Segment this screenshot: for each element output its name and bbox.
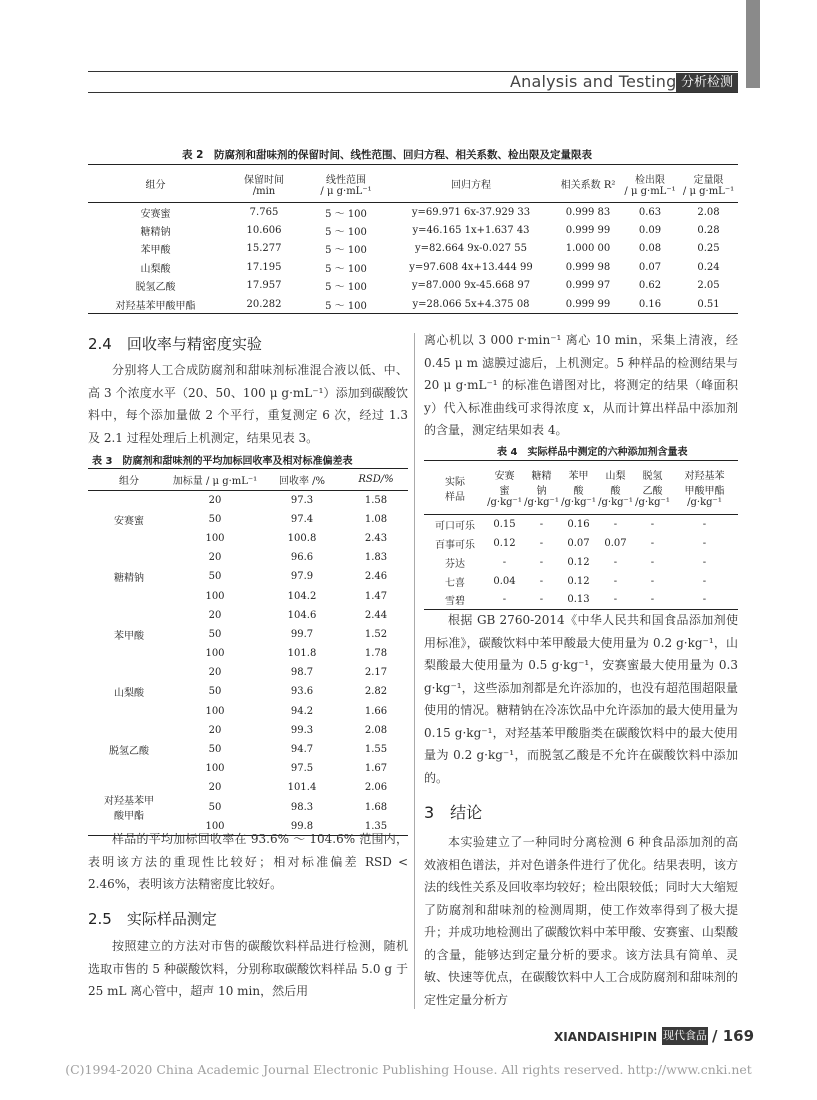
t4-cell: - [702, 537, 707, 549]
t3-cell: 1.35 [364, 820, 388, 832]
t4-cell: 七喜 [445, 577, 465, 589]
t3-cell: 1.08 [364, 513, 388, 525]
t2-cell: 17.957 [246, 280, 282, 292]
t4-header-line: /g·kg⁻¹ [598, 497, 633, 508]
t4-header [671, 461, 738, 515]
table3-caption: 表 3 防腐剂和甜味剂的平均加标回收率及相对标准偏差表 [92, 456, 353, 467]
t2-cell: 1.000 00 [565, 243, 611, 255]
t4-header-line: 糖精 [531, 471, 552, 482]
t4-cell: 可口可乐 [435, 520, 475, 532]
t4-cell: - [650, 575, 655, 587]
t3-component-name: 苯甲酸 [114, 630, 144, 642]
t4-header [560, 461, 597, 515]
t4-cell: 雪碧 [445, 596, 465, 608]
t3-header-recovery: 回收率 /% [260, 469, 344, 491]
t2-cell: 0.999 83 [565, 206, 611, 218]
t2-cell: 0.51 [697, 298, 720, 310]
t2-cell: 0.24 [697, 261, 720, 273]
t4-header [523, 461, 560, 515]
section-2-4-heading: 2.4 回收率与精密度实验 [88, 335, 262, 353]
t4-header-line: /g·kg⁻¹ [524, 497, 559, 508]
column-divider [414, 333, 415, 1009]
t4-header-line: 样品 [445, 491, 465, 503]
t4-cell: - [702, 518, 707, 530]
t2-header-loq: 定量限 / μ g·mL⁻¹ [679, 165, 738, 203]
t2-cell: 5 ～ 100 [325, 282, 367, 294]
t3-cell: 100 [205, 763, 225, 775]
t4-cell: 0.12 [567, 556, 590, 568]
table-row [88, 240, 738, 259]
t3-component-name-line: 酸甲酯 [114, 810, 144, 822]
t4-cell: - [539, 575, 544, 587]
t2-cell: 2.08 [697, 206, 720, 218]
t3-cell: 101.4 [287, 782, 317, 794]
footer-journal-badge: 现代食品 [662, 1027, 708, 1045]
t3-cell: 101.8 [287, 648, 317, 660]
t2-cell: 5 ～ 100 [325, 226, 367, 238]
header-rule-bottom [88, 92, 738, 93]
t2-cell: 糖精钠 [140, 226, 171, 238]
table-row [88, 277, 738, 296]
t3-cell: 1.68 [364, 801, 388, 813]
t3-cell: 99.8 [290, 820, 314, 832]
t2-cell: 15.277 [246, 243, 282, 255]
t2-cell: 0.28 [697, 224, 720, 236]
t2-cell: y=28.066 5x+4.375 08 [412, 298, 530, 310]
t4-cell: - [502, 556, 507, 568]
t4-cell: - [650, 556, 655, 568]
t4-header-line: 甲酸甲酯 [684, 486, 725, 497]
t4-cell: 0.12 [493, 537, 516, 549]
t3-cell: 99.3 [290, 724, 314, 736]
t3-cell: 1.58 [364, 494, 388, 506]
t2-cell: 20.282 [246, 298, 282, 310]
table-row [88, 548, 408, 567]
table2 [88, 164, 738, 314]
section-2-5-heading: 2.5 实际样品测定 [88, 910, 217, 928]
t4-header [634, 461, 671, 515]
t2-cell: 脱氢乙酸 [135, 282, 176, 294]
t4-cell: 0.15 [493, 518, 516, 530]
t3-cell: 100 [205, 705, 225, 717]
t3-cell: 1.47 [364, 590, 388, 602]
t2-header-equation: 回归方程 [387, 165, 555, 203]
t2-header-rt: 保留时间 /min [223, 165, 305, 203]
table-row [424, 534, 738, 553]
t4-header-line: 钠 [536, 486, 547, 497]
t3-cell: 94.7 [290, 744, 314, 756]
t4-cell: - [650, 518, 655, 530]
t4-cell: 0.16 [567, 518, 590, 530]
t3-cell: 97.9 [290, 571, 314, 583]
t2-cell: 0.999 98 [565, 261, 611, 273]
t3-component-name: 安赛蜜 [114, 516, 144, 528]
t2-cell: 对羟基苯甲酸甲酯 [115, 300, 196, 312]
table-row [88, 663, 408, 682]
t2-cell: 5 ～ 100 [325, 300, 367, 312]
t4-header-line: /g·kg⁻¹ [635, 497, 670, 508]
t4-cell: - [650, 537, 655, 549]
t3-cell: 98.3 [290, 801, 314, 813]
t2-cell: 5 ～ 100 [325, 208, 367, 220]
t4-header-line: /g·kg⁻¹ [687, 497, 722, 508]
t2-cell: 0.999 97 [565, 280, 611, 292]
t3-cell: 1.52 [364, 628, 388, 640]
t3-cell: 100 [205, 532, 225, 544]
t2-cell: 0.63 [638, 206, 662, 218]
t3-header-rsd: RSD/% [344, 469, 408, 491]
t3-cell: 1.55 [364, 744, 388, 756]
t3-cell: 1.66 [364, 705, 388, 717]
t2-cell: 0.08 [638, 243, 662, 255]
t3-cell: 2.46 [364, 571, 388, 583]
t4-cell: - [702, 575, 707, 587]
t3-component-name-line: 对羟基苯甲 [104, 795, 154, 807]
t3-cell: 2.17 [364, 667, 388, 679]
t4-cell: - [613, 575, 618, 587]
t2-cell: 5 ～ 100 [325, 263, 367, 275]
section-3-heading: 3 结论 [424, 803, 483, 822]
t3-cell: 100 [205, 590, 225, 602]
t4-cell: - [650, 594, 655, 606]
t3-cell: 20 [208, 782, 222, 794]
t3-header-added: 加标量 / μ g·mL⁻¹ [170, 469, 260, 491]
t3-cell: 1.78 [364, 648, 388, 660]
t2-header-range: 线性范围 / μ g·mL⁻¹ [305, 165, 387, 203]
t3-cell: 20 [208, 494, 222, 506]
t4-header [486, 461, 523, 515]
t3-cell: 100 [205, 648, 225, 660]
t2-cell: y=46.165 1x+1.637 43 [412, 224, 530, 236]
t3-component-name: 脱氢乙酸 [109, 746, 149, 758]
t4-cell: 0.12 [567, 575, 590, 587]
t3-cell: 97.5 [290, 763, 314, 775]
t4-header [597, 461, 634, 515]
t3-cell: 96.6 [290, 552, 314, 564]
t2-cell: 安赛蜜 [140, 208, 171, 220]
t3-cell: 98.7 [290, 667, 314, 679]
table-row [88, 491, 408, 510]
t4-cell: - [613, 556, 618, 568]
t3-cell: 50 [208, 513, 222, 525]
table-row [424, 572, 738, 591]
t2-cell: 10.606 [246, 224, 282, 236]
t3-cell: 20 [208, 552, 222, 564]
page-number: / 169 [712, 1027, 755, 1045]
table-row [88, 778, 408, 797]
t2-header-r2: 相关系数 R² [555, 165, 621, 203]
t4-cell: 0.13 [567, 594, 590, 606]
t4-header-line: 苯甲 [568, 471, 589, 482]
t3-cell: 2.82 [364, 686, 388, 698]
t2-cell: 17.195 [246, 261, 282, 273]
t4-cell: - [539, 518, 544, 530]
table-row [88, 221, 738, 240]
t3-cell: 20 [208, 667, 222, 679]
copyright-watermark: (C)1994-2020 China Academic Journal Electronic Publishing House. All rights reserved. http://www.cnki.net [65, 1062, 752, 1077]
t4-cell: - [613, 518, 618, 530]
t2-header-component: 组分 [88, 165, 223, 203]
t3-cell: 97.4 [290, 513, 314, 525]
t3-cell: 2.06 [364, 782, 388, 794]
table4-caption: 表 4 实际样品中测定的六种添加剂含量表 [497, 447, 688, 458]
t2-cell: 0.16 [638, 298, 662, 310]
t4-cell: - [502, 594, 507, 606]
right-column-paragraph-1: 离心机以 3 000 r·min⁻¹ 离心 10 min，采集上清液，经 0.45 μ m 滤膜过滤后，上机测定。5 种样品的检测结果与 20 μ g·mL⁻¹ 的标准色谱图对比，将测定的结果（峰面积 y）代入标准曲线可求得浓度 x，从而计算出样品中添加剂的含量，测定结果如表 4。 [424, 333, 738, 437]
t4-cell: - [702, 556, 707, 568]
section-2-5-paragraph: 按照建立的方法对市售的碳酸饮料样品进行检测，随机选取市售的 5 种碳酸饮料，分别称取碳酸饮料样品 5.0 g 于 25 mL 离心管中，超声 10 min，然后用 [88, 939, 408, 998]
t4-header-line: 酸 [610, 486, 621, 497]
t3-cell: 97.3 [290, 494, 314, 506]
t3-component-name: 山梨酸 [114, 688, 144, 700]
t4-cell: - [539, 537, 544, 549]
table3 [88, 468, 408, 836]
table-row [88, 721, 408, 740]
t3-cell: 20 [208, 724, 222, 736]
t4-header-line: 脱氢 [642, 471, 663, 482]
t2-cell: 0.62 [638, 280, 662, 292]
t4-header-line: 安赛 [494, 471, 515, 482]
t4-cell: 0.04 [493, 575, 516, 587]
t4-header-line: /g·kg⁻¹ [561, 497, 596, 508]
t2-cell: 0.25 [697, 243, 720, 255]
t3-cell: 104.2 [287, 590, 317, 602]
table2-caption: 表 2 防腐剂和甜味剂的保留时间、线性范围、回归方程、相关系数、检出限及定量限表 [182, 149, 592, 161]
table-row [88, 606, 408, 625]
t4-header-line: 山梨 [605, 471, 626, 482]
t3-cell: 50 [208, 571, 222, 583]
t4-header-line: /g·kg⁻¹ [487, 497, 522, 508]
section-3-paragraph: 本实验建立了一种同时分离检测 6 种食品添加剂的高效液相色谱法，并对色谱条件进行了优化。结果表明，该方法的线性关系及回收率均较好；检出限较低；同时大大缩短了防腐剂和甜味剂的检测周期，使工作效率得到了极大提升；并成功地检测出了碳酸饮料中苯甲酸、安赛蜜、山梨酸的含量，能够达到定量分析的要求。该方法具有简单、灵敏、快速等优点，在碳酸饮料中人工合成防腐剂和甜味剂的定性定量分析方 [424, 835, 738, 1007]
t4-cell: 芬达 [445, 558, 465, 570]
t3-cell: 2.43 [364, 532, 388, 544]
t2-cell: y=69.971 6x-37.929 33 [411, 206, 531, 218]
t4-cell: 百事可乐 [435, 539, 475, 551]
t4-cell: - [613, 594, 618, 606]
t2-cell: 苯甲酸 [140, 245, 171, 257]
t2-cell: 5 ～ 100 [325, 245, 367, 257]
t4-cell: 0.07 [567, 537, 590, 549]
recovery-summary-paragraph: 样品的平均加标回收率在 93.6% ～ 104.6% 范围内，表明该方法的重现性比较好；相对标准偏差 RSD < 2.46%，表明该方法精密度比较好。 [88, 832, 408, 891]
side-tab-marker [746, 0, 760, 88]
running-header-title: Analysis and Testing [510, 72, 677, 91]
t3-cell: 104.6 [287, 609, 317, 621]
table-row [424, 553, 738, 572]
footer-journal-name: XIANDAISHIPIN [554, 1030, 658, 1044]
t4-header [424, 461, 486, 515]
t2-cell: 7.765 [249, 206, 279, 218]
t4-cell: - [539, 594, 544, 606]
t4-cell: - [539, 556, 544, 568]
t3-cell: 1.67 [364, 763, 388, 775]
t4-cell: 0.07 [604, 537, 627, 549]
t4-header-line: 乙酸 [642, 486, 663, 497]
t2-cell: y=87.000 9x-45.668 97 [411, 280, 531, 292]
t2-header-lod: 检出限 / μ g·mL⁻¹ [621, 165, 679, 203]
t4-header-line: 酸 [573, 486, 584, 497]
t3-cell: 99.7 [290, 628, 314, 640]
table-row [88, 295, 738, 314]
table-row [88, 258, 738, 277]
t3-cell: 50 [208, 628, 222, 640]
t3-cell: 2.44 [364, 609, 388, 621]
t4-header-line: 蜜 [499, 486, 510, 497]
t4-header-line: 对羟基苯 [684, 471, 725, 482]
t3-cell: 50 [208, 686, 222, 698]
t3-cell: 100.8 [287, 532, 317, 544]
t2-cell: 2.05 [697, 280, 720, 292]
running-header-section: 分析检测 [676, 73, 738, 92]
table-row [424, 591, 738, 610]
t2-cell: 山梨酸 [140, 263, 171, 275]
t2-cell: 0.999 99 [565, 224, 611, 236]
t2-cell: 0.09 [638, 224, 662, 236]
t2-cell: 0.07 [638, 261, 662, 273]
t4-header-line: 实际 [445, 476, 465, 488]
t3-cell: 20 [208, 609, 222, 621]
t3-cell: 1.83 [364, 552, 388, 564]
t3-cell: 100 [205, 820, 225, 832]
t2-cell: y=97.608 4x+13.444 99 [409, 261, 533, 273]
t3-component-name: 糖精钠 [114, 573, 144, 585]
t3-cell: 50 [208, 801, 222, 813]
table-row [424, 515, 738, 534]
right-column-paragraph-2: 根据 GB 2760-2014《中华人民共和国食品添加剂使用标准》，碳酸饮料中苯甲酸最大使用量为 0.2 g·kg⁻¹，山梨酸最大使用量为 0.5 g·kg⁻¹，安赛蜜最大使用量为 0.3 g·kg⁻¹，这些添加剂都是允许添加的，也没有超范围超限量使用的情况。糖精钠在冷冻饮品中允许添加的最大使用量为 0.15 g·kg⁻¹，对羟基苯甲酸脂类在碳酸饮料中的最大使用量为 0.2 g·kg⁻¹，而脱氢乙酸是不允许在碳酸饮料中添加的。 [424, 613, 738, 785]
t4-cell: - [702, 594, 707, 606]
table-row [88, 203, 738, 222]
section-2-4-paragraph: 分别将人工合成防腐剂和甜味剂标准混合液以低、中、高 3 个浓度水平（20、50、100 μ g·mL⁻¹）添加到碳酸饮料中，每个添加量做 2 个平行，重复测定 6 次，经过 1.3 及 2.1 过程处理后上机测定，结果见表 3。 [88, 363, 408, 445]
t3-cell: 50 [208, 744, 222, 756]
t3-cell: 2.08 [364, 724, 388, 736]
t3-cell: 93.6 [290, 686, 314, 698]
table4 [424, 460, 738, 610]
t2-cell: 0.999 99 [565, 298, 611, 310]
t3-cell: 94.2 [290, 705, 314, 717]
t3-header-component: 组分 [88, 469, 170, 491]
t2-cell: y=82.664 9x-0.027 55 [415, 243, 527, 255]
